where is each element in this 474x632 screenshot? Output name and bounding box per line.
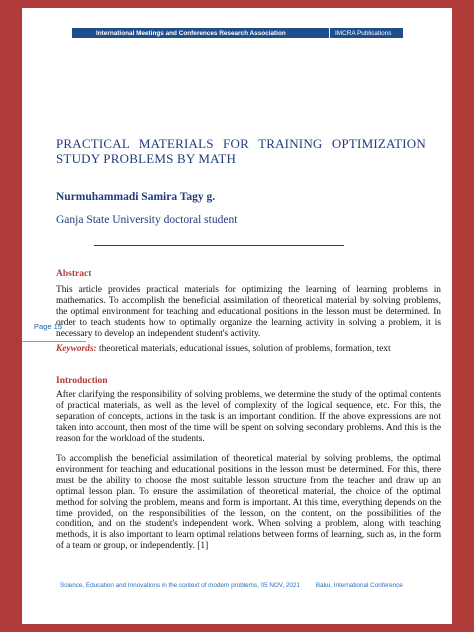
introduction-paragraph-2: To accomplish the beneficial assimilation of theoretical material by solving problems, the optimal environment for teaching and educational positions in the lesson must be determined. For this, there must be the ability to choose the most suitable lesson structure from the teacher and draw up an optimal lesson plan. To ensure the assimilation of theoretical material, the choice of the optimal method for solving the problem, means and form is important. At this time, everything depends on the time provided, on the responsibilities of the lesson, on the content, on the possibilities of the condition, and on the student's independent work. When solving a problem, along with teaching methods, it is also important to learn optimal relations between forms of learning, such as, in the form of a team or group, or independently. [1] bbox=[56, 454, 441, 552]
paper-affiliation: Ganja State University doctoral student bbox=[56, 214, 238, 226]
header-bar bbox=[72, 28, 403, 38]
paper-author: Nurmuhammadi Samira Tagy g. bbox=[56, 191, 216, 203]
page-footer bbox=[60, 582, 430, 589]
introduction-paragraph-1: After clarifying the responsibility of solving problems, we determine the study of the optimal contents of practical materials, as well as the level of complexity of the logical sequence, etc. For this, the separation of concepts, actions in the task is an important condition. If the above expressions are not taken into account, then most of the time will be spent on solving secondary problems. And this is the reason for the workload of the students. bbox=[56, 390, 441, 444]
paper-title: PRACTICAL MATERIALS FOR TRAINING OPTIMIZATION STUDY PROBLEMS BY MATH bbox=[56, 136, 426, 166]
document-page bbox=[22, 8, 452, 624]
page-number: Page 15 bbox=[34, 322, 62, 331]
keywords-text: theoretical materials, educational issues, solution of problems, formation, text bbox=[98, 344, 391, 354]
introduction-heading: Introduction bbox=[56, 376, 108, 386]
title-divider bbox=[94, 245, 344, 246]
abstract-text: This article provides practical materials for optimizing the learning of learning problems in mathematics. To accomplish the beneficial assimilation of theoretical material by solving problems, the optimal environment for teaching and educational positions in the lesson must be determined. In order to teach students how to optimally organize the learning activity in solving a problem, it is necessary to develop an independent student's activity. bbox=[56, 285, 441, 339]
footer-location: Baku, International Conference bbox=[315, 582, 403, 589]
keywords-label: Keywords: bbox=[56, 344, 97, 354]
header-publications: IMCRA Publications bbox=[335, 29, 392, 37]
footer-conference: Science, Education and Innovations in the context of modern problems, 05 NOV, 2021 bbox=[60, 582, 300, 589]
abstract-heading: Abstract bbox=[56, 269, 92, 279]
page-number-underline bbox=[22, 341, 86, 342]
header-association: International Meetings and Conferences Research Association bbox=[96, 29, 286, 37]
keywords bbox=[56, 344, 441, 355]
